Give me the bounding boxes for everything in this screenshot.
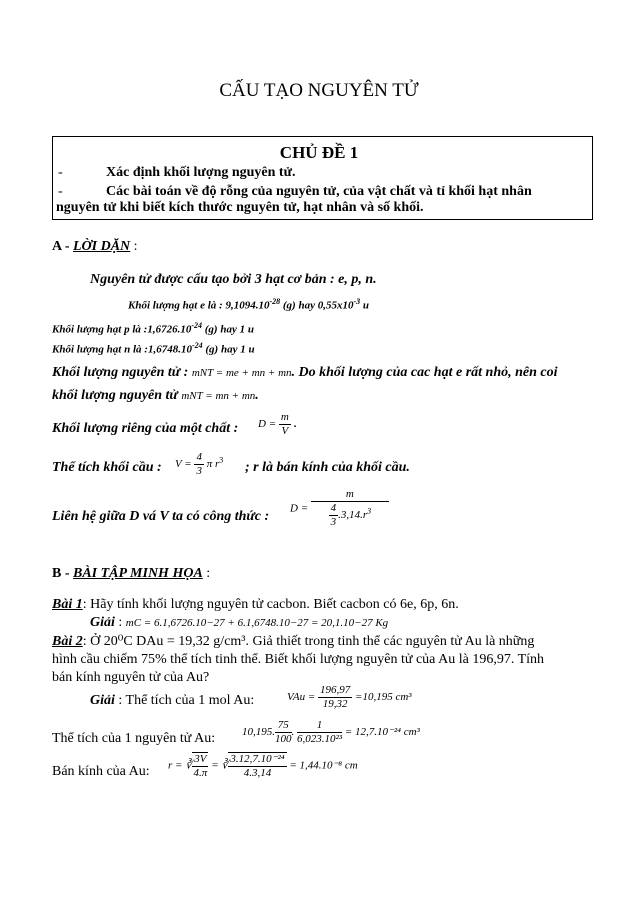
mass-n-line: [52, 341, 255, 356]
section-b-colon: :: [206, 566, 211, 581]
exercise-1: [52, 597, 459, 613]
topic-item-1: Xác định khối lượng nguyên tử.: [106, 165, 296, 180]
mass-e-part3: u: [360, 299, 369, 312]
density-period: .: [293, 418, 297, 431]
volume-den: 3: [196, 465, 202, 477]
exercise-2-radius-fraction-2: [228, 752, 286, 780]
exercise-1-solution-colon: :: [118, 615, 123, 630]
section-a-heading: [52, 239, 138, 255]
relation-lhs: D =: [290, 502, 309, 515]
exercise-1-formula: mC = 6.1,6726.10−27 + 6.1,6748.10−27 = 20,1.10−27 Kg: [125, 617, 389, 629]
exercise-2-text-1: : Ở 20⁰C DAu = 19,32 g/cm³. Giả thiết trong tinh thể các nguyên tử Au là những: [82, 634, 535, 649]
volume-lhs: V =: [175, 458, 192, 471]
exercise-2-radius-f2-num: 3.12,7.10⁻²⁴: [230, 753, 285, 765]
exercise-2-volume-lhs: VAu =: [287, 691, 316, 704]
mass-e-exp: -28: [269, 297, 281, 306]
exercise-2-volume-den: 19,32: [322, 698, 348, 710]
mass-p-part2: (g) hay 1 u: [202, 323, 254, 336]
exercise-1-label: Bài 1: [52, 597, 83, 612]
density-fraction: [279, 411, 291, 438]
exercise-2-solution-label: Giải: [90, 693, 115, 708]
density-formula: [258, 411, 296, 438]
exercise-2-volume-formula: [287, 684, 412, 711]
exercise-1-solution-label: Giải: [90, 615, 115, 630]
relation-inner-den: 3: [330, 516, 337, 528]
volume-note: ; r là bán kính của khối cầu.: [245, 460, 410, 475]
exercise-2-solution-text: : Thể tích của 1 mol Au:: [118, 693, 255, 708]
density-num: m: [280, 411, 289, 423]
exercise-2-volume-rhs: =10,195 cm³: [355, 691, 412, 704]
mass-p-line: [52, 321, 254, 336]
volume-rhs: π r: [206, 458, 220, 471]
topic-item-2-line2: nguyên tử khi biết kích thước nguyên tử, hạt nhân và số khối.: [56, 200, 424, 215]
approx-label: khối lượng nguyên tử: [52, 388, 178, 403]
section-a-prefix: A -: [52, 239, 70, 254]
section-a-label: LỜI DẶN: [73, 239, 131, 254]
exercise-2-atom-f1-den: 100: [275, 733, 292, 745]
relation-den-rest: .3,14.r: [338, 509, 368, 522]
mass-p-part1: Khối lượng hạt p là :1,6726.10: [52, 323, 192, 336]
section-b-heading: [52, 566, 210, 582]
section-b-label: BÀI TẬP MINH HỌA: [73, 566, 203, 581]
exercise-2-solution: [90, 693, 254, 709]
relation-formula: [290, 488, 389, 529]
relation-num: m: [311, 488, 389, 502]
volume-exp: 3: [219, 455, 224, 465]
exercise-2-radius-rhs: = 1,44.10⁻⁸ cm: [289, 759, 358, 772]
topic-item-2-line1: Các bài toán về độ rỗng của nguyên tử, của vật chất và tỉ khối hạt nhân: [106, 184, 532, 199]
page-title: CẤU TẠO NGUYÊN TỬ: [219, 80, 419, 101]
exercise-2-radius-formula: [168, 752, 358, 780]
exercise-2-radius-mid: = ∛: [211, 759, 229, 772]
topic-dash-1: -: [58, 165, 63, 180]
exercise-2-radius-f1-num: 3V: [194, 753, 207, 765]
atom-mass-note: . Do khối lượng của cac hạt e rất nhỏ, nên coi: [291, 365, 558, 380]
section-a-colon: :: [133, 239, 138, 254]
exercise-2-radius-f1-den: 4.π: [193, 767, 208, 779]
exercise-2-label: Bài 2: [52, 634, 83, 649]
relation-den: [311, 502, 389, 529]
exercise-2-atom-f2-num: 1: [297, 719, 342, 733]
exercise-2-atom-rhs: = 12,7.10⁻²⁴ cm³: [344, 726, 420, 739]
mass-n-part2: (g) hay 1 u: [202, 343, 255, 356]
volume-fraction: [194, 451, 204, 478]
exercise-2-atom-fraction-1: [275, 719, 292, 746]
approx-formula: mNT = mn + mn: [181, 390, 256, 402]
relation-label: Liên hệ giữa D vá V ta có công thức :: [52, 509, 270, 524]
exercise-2-line3: bán kính nguyên tử của Au?: [52, 670, 210, 685]
exercise-1-text: : Hãy tính khối lượng nguyên tử cacbon. Biết cacbon có 6e, 6p, 6n.: [82, 597, 459, 612]
mass-n-exp: -24: [191, 341, 203, 350]
exercise-2-line2: hình cầu chiếm 75% thể tích tinh thể. Biết khối lượng nguyên tử của Au là 196,97. Tính: [52, 652, 545, 667]
exercise-2-atom-f2-den: 6,023.10²³: [297, 733, 343, 745]
volume-label: Thể tích khối cầu :: [52, 460, 162, 475]
mass-e-exp2: -3: [353, 297, 361, 306]
atom-mass-label: Khối lượng nguyên tử :: [52, 365, 189, 380]
exercise-2-line1: [52, 633, 534, 650]
mass-n-part1: Khối lượng hạt n là :1,6748.10: [52, 343, 192, 356]
mass-e-part1: Khối lượng hạt e là : 9,1094.10: [128, 299, 270, 312]
mass-e-part2: (g) hay 0,55x10: [280, 299, 354, 312]
exercise-2-volume-fraction: [318, 684, 352, 711]
density-label: Khối lượng riêng của một chất :: [52, 421, 239, 436]
atom-mass-line: [52, 365, 558, 381]
topic-dash-2: -: [58, 184, 63, 199]
exercise-2-radius-text: Bán kính của Au:: [52, 764, 150, 779]
exercise-2-atom-formula: 10,195. $\frac{75}{100}$ . $\frac{1}{\text{6,023.10²³}}$ = 12,7.10⁻²⁴ cm³: [242, 719, 420, 745]
exercise-2-atom-f1-num: 75: [275, 719, 292, 733]
exercise-2-volume-num: 196,97: [320, 684, 351, 696]
mass-e-line: [128, 297, 369, 312]
relation-fraction: [311, 488, 389, 529]
topic-heading: CHỦ ĐỀ 1: [279, 143, 359, 162]
section-b-prefix: B -: [52, 566, 70, 581]
relation-exp: 3: [367, 506, 372, 516]
mass-p-exp: -24: [191, 321, 202, 330]
exercise-2-radius-lhs: r = ∛: [168, 759, 193, 772]
approx-period: .: [255, 388, 259, 403]
atom-mass-formula: mNT = me + mn + mn: [191, 367, 292, 379]
relation-inner-fraction: [329, 502, 339, 529]
relation-inner-num: 4: [330, 502, 337, 514]
exercise-2-radius-f2-den: 4.3,14: [243, 767, 272, 779]
exercise-1-solution: [90, 615, 388, 631]
exercise-2-atom-fraction-2: [297, 719, 342, 746]
density-den: V: [281, 425, 289, 437]
volume-formula: [175, 451, 223, 478]
volume-num: 4: [196, 451, 202, 463]
exercise-2-atom-text: Thể tích của 1 nguyên tử Au:: [52, 731, 216, 746]
exercise-2-radius-fraction-1: [192, 752, 208, 780]
approx-line: [52, 388, 259, 404]
exercise-2-atom-a: 10,195.: [242, 726, 275, 739]
density-lhs: D =: [258, 418, 277, 431]
intro-line: Nguyên tử được cấu tạo bởi 3 hạt cơ bản : e, p, n.: [90, 272, 377, 287]
